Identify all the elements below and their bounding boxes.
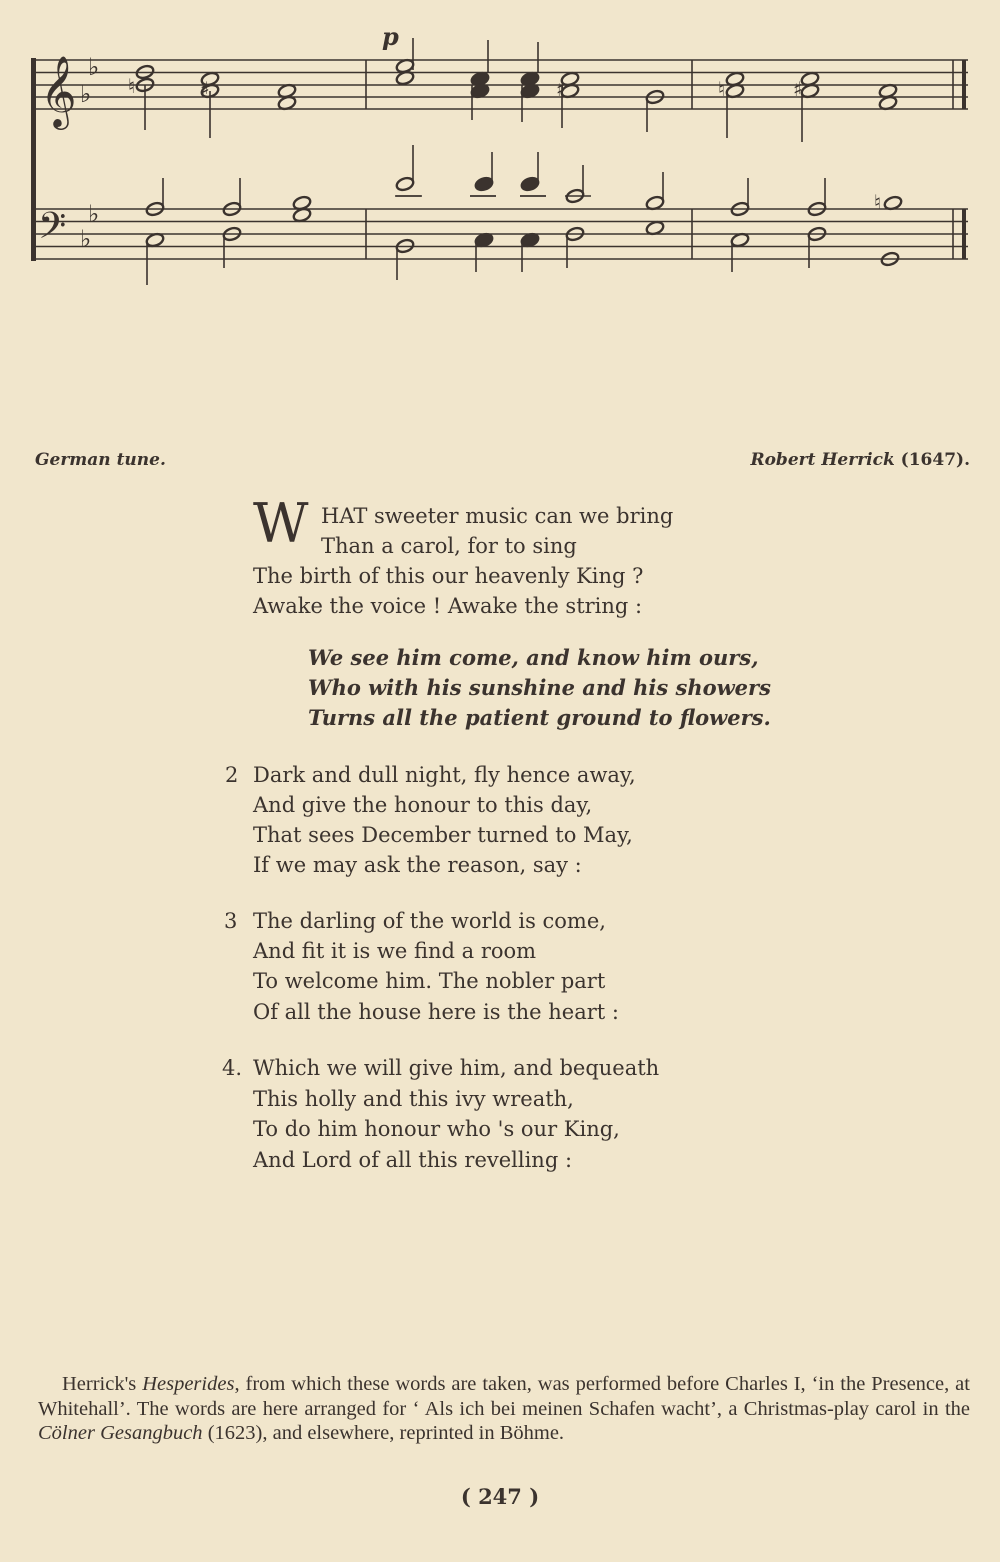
verse-number: 2 <box>225 763 239 787</box>
verse-line: Which we will give him, and bequeath <box>253 1056 660 1080</box>
flat-icon: ♭ <box>80 225 92 253</box>
natural-icon: ♮ <box>128 74 136 98</box>
footnote: Herrick's Hesperides, from which these words are taken, was performed before Charles I, ‘in the Presence, at Whitehall’. The words are here arranged for ‘ Als ich bei meinen Schafen wacht’, a Christmas-play carol in the Cölner Gesangbuch (1623), and elsewhere, reprinted in Böhme. <box>38 1373 970 1444</box>
verse-line: And give the honour to this day, <box>253 793 593 817</box>
natural-icon: ♮ <box>718 77 726 101</box>
natural-icon: ♮ <box>874 190 882 214</box>
tune-source: German tune. <box>35 450 166 470</box>
verse-line: And fit it is we find a room <box>253 939 537 963</box>
note-head <box>474 176 494 192</box>
verse-line: If we may ask the reason, say : <box>253 853 582 877</box>
refrain-line: We see him come, and know him ours, <box>308 645 759 670</box>
page-number: ( 247 ) <box>460 1484 540 1509</box>
author-name: Robert Herrick <box>750 450 895 470</box>
flat-icon: ♭ <box>88 53 100 81</box>
dynamic-marking: p <box>382 22 399 51</box>
final-barline <box>962 209 966 259</box>
verse-line: Dark and dull night, fly hence away, <box>253 763 636 787</box>
music-score <box>0 0 1000 300</box>
verse-line: This holly and this ivy wreath, <box>253 1087 574 1111</box>
verse-line: Than a carol, for to sing <box>321 534 577 558</box>
flat-icon: ♭ <box>88 200 100 228</box>
verse-line: The darling of the world is come, <box>253 909 606 933</box>
flat-icon: ♭ <box>80 80 92 108</box>
note-head <box>520 176 540 192</box>
verse-line: To do him honour who 's our King, <box>253 1117 620 1141</box>
author-year: (1647). <box>900 450 970 470</box>
verse-line: Of all the house here is the heart : <box>253 1000 619 1024</box>
author-credit <box>750 450 970 470</box>
verse-line: Awake the voice ! Awake the string : <box>253 594 643 618</box>
refrain-line: Who with his sunshine and his showers <box>308 675 771 700</box>
sharp-icon: ♯ <box>200 77 210 101</box>
treble-clef-icon: 𝄞 <box>40 54 77 127</box>
refrain-line: Turns all the patient ground to flowers. <box>308 705 771 730</box>
sharp-icon: ♯ <box>793 77 803 101</box>
drop-cap: W <box>253 492 309 555</box>
verse-line: And Lord of all this revelling : <box>253 1148 573 1172</box>
bass-clef-icon: 𝄢 <box>38 205 67 256</box>
note-head <box>395 176 415 192</box>
verse-line: The birth of this our heavenly King ? <box>253 564 644 588</box>
verse-line: That sees December turned to May, <box>253 823 633 847</box>
system-bracket <box>31 58 36 261</box>
work-title: Cölner Gesangbuch <box>38 1422 203 1444</box>
verse-number: 4. <box>222 1056 243 1080</box>
verse-line: To welcome him. The nobler part <box>253 969 606 993</box>
work-title: Hesperides <box>142 1373 235 1395</box>
verse-line: HAT sweeter music can we bring <box>321 504 674 528</box>
sharp-icon: ♯ <box>556 77 566 101</box>
final-barline <box>962 60 966 109</box>
verse-number: 3 <box>224 909 238 933</box>
